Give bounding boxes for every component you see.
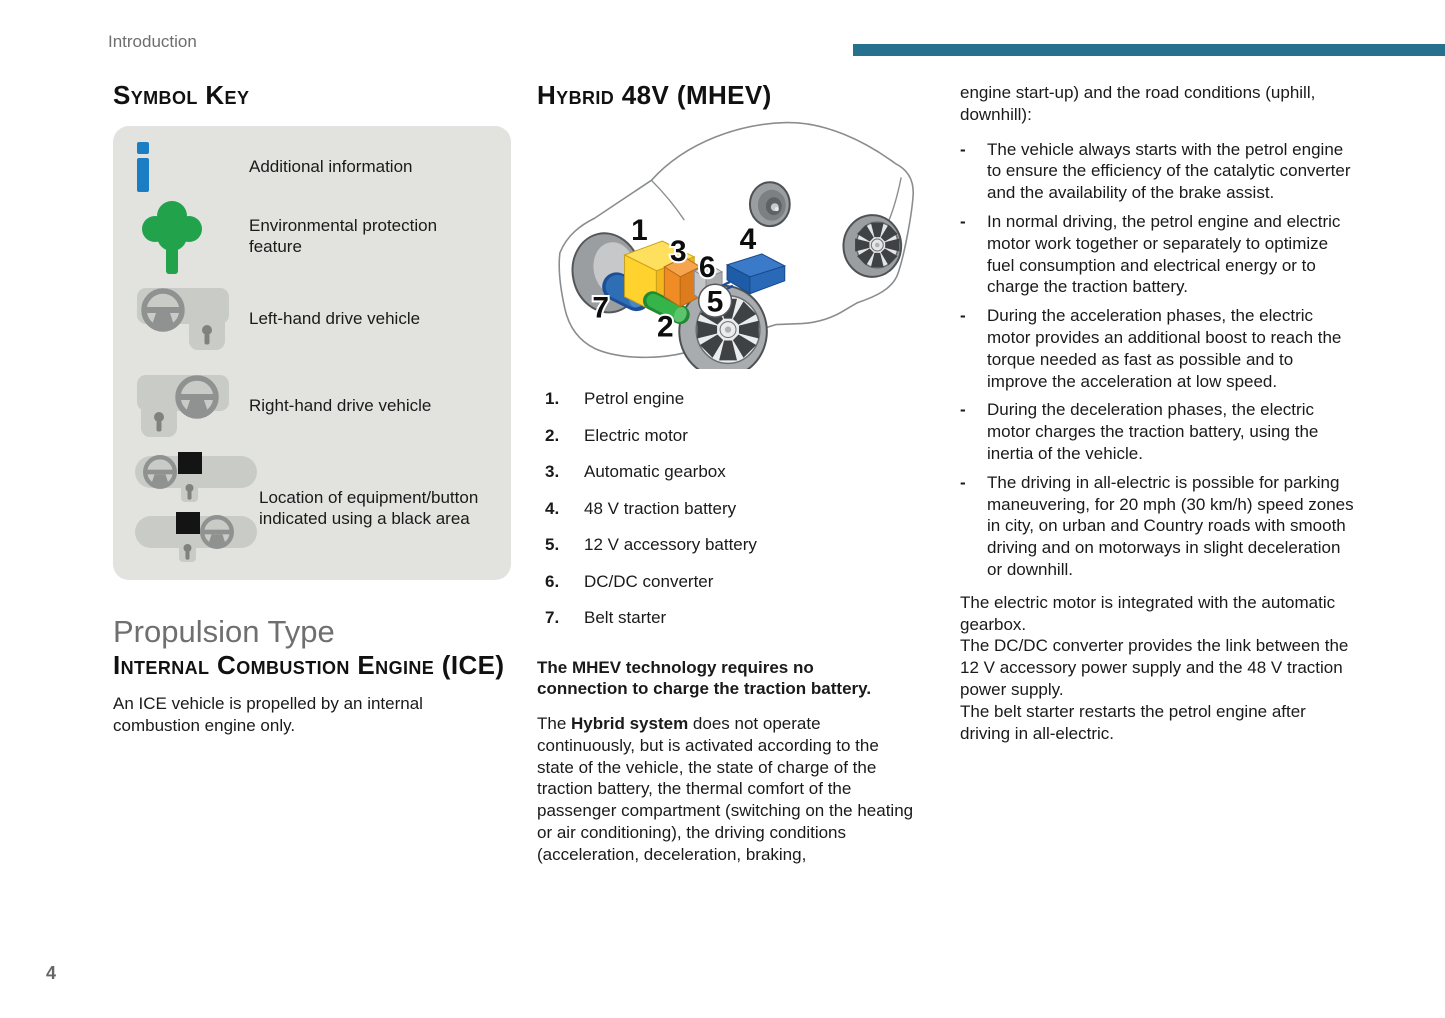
bullet-dash: - [960,139,966,159]
hybrid-system-paragraph [537,713,919,866]
callout-6: 6 [698,250,716,284]
accent-bar [853,44,1445,56]
legend-marker: 3. [545,462,560,481]
symbol-key-row-environment [133,196,491,276]
list-item [960,139,1354,204]
info-icon [133,142,249,192]
paragraph-bold: Hybrid system [571,714,689,734]
ice-paragraph: An ICE vehicle is propelled by an internal combustion engine only. [113,694,423,735]
legend-marker: 5. [545,535,560,554]
legend-item [545,527,935,564]
black-area-icon [133,450,259,566]
closing-line: The DC/DC converter provides the link between the 12 V accessory power supply and the 48 V traction power supply. [960,636,1349,699]
legend-label: Electric motor [584,425,688,445]
legend-item [545,600,935,637]
closing-line: The electric motor is integrated with the automatic gearbox. [960,592,1336,634]
paragraph-lead: The [537,714,572,734]
list-item [960,305,1354,392]
rear-wheel [843,215,901,277]
bullet-dash: - [960,400,966,420]
symbol-key-label: Location of equipment/button indicated using a black area [259,487,479,528]
legend-item [545,454,935,491]
symbol-key-row-lhd [133,276,491,362]
column-right [960,80,1354,744]
bullet-text: In normal driving, the petrol engine and electric motor work together or separately to optimize fuel consumption and electrical energy or to charge the traction battery. [987,211,1341,297]
black-area-variant-2 [135,512,257,562]
bullet-dash: - [960,472,966,492]
bullet-dash: - [960,211,966,231]
tree-icon [133,196,249,276]
legend-item [545,564,935,601]
front-right-wheel [750,182,790,226]
symbol-key-label: Additional information [249,157,413,177]
paragraph-rest: does not operate continuously, but is activated according to the state of the vehicle, the state of charge of the traction battery, the thermal comfort of the passenger compartment (switching on the heating or air conditioning), the driving conditions (acceleration, deceleration, braking, [537,714,914,864]
callout-4: 4 [739,222,757,256]
symbol-key-label: Left-hand drive vehicle [249,309,421,329]
callout-3: 3 [669,234,687,268]
ice-title: Internal Combustion Engine (ICE) [113,650,505,680]
legend-item [545,418,935,455]
symbol-key-row-black-area [133,450,491,566]
conditions-intro: engine start-up) and the road conditions (uphill, downhill): [960,83,1316,124]
hybrid-powertrain-diagram [537,117,935,369]
hybrid-title: Hybrid 48V (MHEV) [537,80,772,110]
symbol-key-title: Symbol Key [113,80,250,110]
symbol-key-row-rhd [133,362,491,450]
legend-marker: 6. [545,571,560,591]
list-item [960,399,1354,464]
legend-label: 48 V traction battery [584,498,737,518]
legend-marker: 2. [545,425,560,445]
page-header-label: Introduction [108,32,197,51]
legend-item [545,491,935,528]
left-hand-drive-icon [133,286,249,352]
symbol-key-panel [113,126,511,580]
symbol-key-label: Environmental protection feature [249,215,438,256]
symbol-key-row-additional-info [133,138,491,196]
bullet-text: The driving in all-electric is possible for parking maneuvering, for 20 mph (30 km/h) speed zones in city, on urban and Country roads with smooth driving and on motorways in slight deceleration or downhill. [987,472,1354,579]
legend-label: Petrol engine [584,389,685,408]
mhev-bold-note: The MHEV technology requires no connection to charge the traction battery. [537,657,872,699]
symbol-key-label: Right-hand drive vehicle [249,396,432,416]
legend-label: 12 V accessory battery [584,535,757,554]
right-hand-drive-icon [133,373,249,439]
legend-item [545,381,935,418]
callout-7: 7 [592,291,609,325]
list-item [960,211,1354,298]
page-number: 4 [46,963,57,983]
bullet-text: During the acceleration phases, the electric motor provides an additional boost to reach the torque needed as fast as possible and to improve the acceleration at low speed. [987,306,1342,391]
legend-marker: 7. [545,608,560,627]
legend-label: Automatic gearbox [584,462,726,481]
bullet-text: The vehicle always starts with the petrol engine to ensure the efficiency of the catalytic converter and the availability of the brake assist. [987,139,1351,203]
callout-2: 2 [657,310,674,344]
bullet-dash: - [960,306,966,326]
black-area-variant-1 [135,452,257,502]
legend-marker: 4. [545,498,560,518]
conditions-bullet-list [960,139,1354,581]
diagram-legend [537,381,935,637]
callout-5: 5 [706,285,724,319]
closing-line: The belt starter restarts the petrol engine after driving in all-electric. [960,701,1306,743]
list-item [960,472,1354,581]
legend-label: Belt starter [584,608,667,627]
callout-1: 1 [631,214,648,248]
legend-marker: 1. [545,389,560,408]
column-left [113,80,511,737]
column-middle [537,80,935,883]
closing-paragraphs [960,592,1354,745]
bullet-text: During the deceleration phases, the electric motor charges the traction battery, using the inertia of the vehicle. [987,400,1319,463]
propulsion-type-title: Propulsion Type [113,614,335,649]
legend-label: DC/DC converter [584,571,714,591]
